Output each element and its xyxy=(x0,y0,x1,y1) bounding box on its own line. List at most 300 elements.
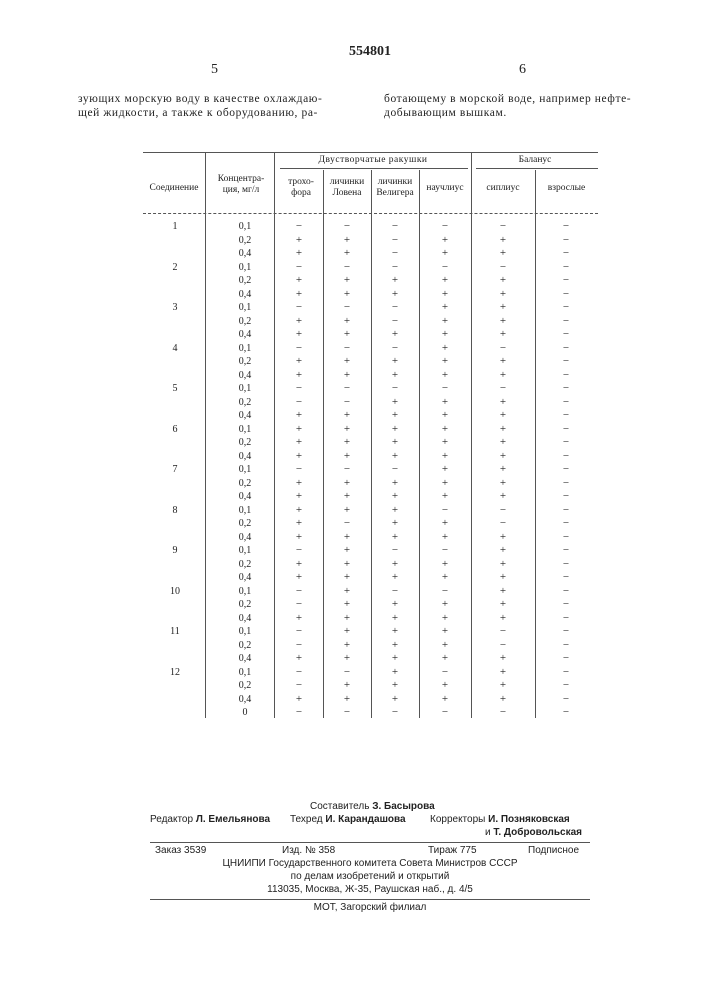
positive-mark: + xyxy=(332,625,362,638)
negative-mark: − xyxy=(488,261,518,274)
compiler xyxy=(310,801,435,813)
group-rule-balanus xyxy=(476,168,598,169)
negative-mark: − xyxy=(332,220,362,233)
positive-mark: + xyxy=(380,369,410,382)
concentration-value: 0,2 xyxy=(225,436,265,449)
negative-mark: − xyxy=(430,261,460,274)
positive-mark: + xyxy=(380,598,410,611)
header-veliger-larvae: личинки Велигера xyxy=(373,177,417,199)
negative-mark: − xyxy=(551,450,581,463)
positive-mark: + xyxy=(488,585,518,598)
positive-mark: + xyxy=(380,328,410,341)
branch: МОТ, Загорский филиал xyxy=(150,902,590,914)
column-divider xyxy=(323,170,324,718)
concentration-value: 0,2 xyxy=(225,234,265,247)
compound-number xyxy=(155,612,195,625)
compound-number xyxy=(155,652,195,665)
concentration-value: 0,4 xyxy=(225,571,265,584)
column-divider xyxy=(471,152,472,718)
compound-number: 6 xyxy=(155,423,195,436)
negative-mark: − xyxy=(380,463,410,476)
concentration-value: 0,1 xyxy=(225,544,265,557)
footer-rule xyxy=(150,842,590,843)
positive-mark: + xyxy=(332,571,362,584)
positive-mark: + xyxy=(380,625,410,638)
header-nauplius: научлиус xyxy=(421,183,469,194)
techred xyxy=(290,814,406,826)
negative-mark: − xyxy=(551,652,581,665)
compound-number xyxy=(155,288,195,301)
negative-mark: − xyxy=(284,625,314,638)
negative-mark: − xyxy=(380,342,410,355)
negative-mark: − xyxy=(284,639,314,652)
positive-mark: + xyxy=(284,328,314,341)
subscription: Подписное xyxy=(528,845,579,857)
positive-mark: + xyxy=(488,571,518,584)
negative-mark: − xyxy=(284,342,314,355)
positive-mark: + xyxy=(380,571,410,584)
header-loven-larvae: личинки Ловена xyxy=(325,177,369,199)
negative-mark: − xyxy=(551,355,581,368)
negative-mark: − xyxy=(551,679,581,692)
editor-label: Редактор xyxy=(150,814,193,825)
positive-mark: + xyxy=(380,679,410,692)
positive-mark: + xyxy=(284,315,314,328)
positive-mark: + xyxy=(380,490,410,503)
positive-mark: + xyxy=(430,612,460,625)
negative-mark: − xyxy=(332,301,362,314)
correctors-second xyxy=(485,827,582,839)
positive-mark: + xyxy=(430,234,460,247)
positive-mark: + xyxy=(284,355,314,368)
negative-mark: − xyxy=(488,517,518,530)
compound-number xyxy=(155,328,195,341)
compound-number xyxy=(155,693,195,706)
positive-mark: + xyxy=(430,396,460,409)
concentration-value: 0,2 xyxy=(225,396,265,409)
positive-mark: + xyxy=(488,463,518,476)
positive-mark: + xyxy=(430,342,460,355)
negative-mark: − xyxy=(284,544,314,557)
positive-mark: + xyxy=(332,652,362,665)
negative-mark: − xyxy=(551,382,581,395)
negative-mark: − xyxy=(380,301,410,314)
positive-mark: + xyxy=(284,693,314,706)
negative-mark: − xyxy=(488,504,518,517)
negative-mark: − xyxy=(380,315,410,328)
positive-mark: + xyxy=(332,477,362,490)
compound-number xyxy=(155,679,195,692)
header-group-bivalves: Двустворчатые ракушки xyxy=(275,155,471,166)
compound-number xyxy=(155,571,195,584)
compound-number: 4 xyxy=(155,342,195,355)
negative-mark: − xyxy=(551,598,581,611)
editor xyxy=(150,814,270,826)
negative-mark: − xyxy=(284,679,314,692)
concentration-value: 0,1 xyxy=(225,261,265,274)
positive-mark: + xyxy=(332,558,362,571)
negative-mark: − xyxy=(551,463,581,476)
compiler-name: З. Басырова xyxy=(372,801,434,812)
positive-mark: + xyxy=(380,612,410,625)
negative-mark: − xyxy=(551,693,581,706)
positive-mark: + xyxy=(430,315,460,328)
concentration-value: 0,2 xyxy=(225,517,265,530)
positive-mark: + xyxy=(430,288,460,301)
negative-mark: − xyxy=(284,382,314,395)
negative-mark: − xyxy=(551,544,581,557)
negative-mark: − xyxy=(332,706,362,719)
positive-mark: + xyxy=(488,301,518,314)
negative-mark: − xyxy=(551,477,581,490)
concentration-value: 0,4 xyxy=(225,490,265,503)
page-number-left: 5 xyxy=(211,62,218,78)
positive-mark: + xyxy=(332,679,362,692)
header-trochophore: трохо-фора xyxy=(284,177,318,199)
negative-mark: − xyxy=(551,315,581,328)
negative-mark: − xyxy=(551,504,581,517)
text-line: щей жидкости, а также к оборудованию, ра- xyxy=(78,106,322,120)
positive-mark: + xyxy=(332,490,362,503)
negative-mark: − xyxy=(332,342,362,355)
positive-mark: + xyxy=(284,504,314,517)
concentration-value: 0,1 xyxy=(225,342,265,355)
positive-mark: + xyxy=(488,234,518,247)
positive-mark: + xyxy=(284,517,314,530)
compound-number xyxy=(155,396,195,409)
group-rule-bivalves xyxy=(280,168,468,169)
negative-mark: − xyxy=(332,517,362,530)
column-divider xyxy=(419,170,420,718)
techred-label: Техред xyxy=(290,814,323,825)
text-line: ботающему в морской воде, например нефте- xyxy=(384,92,631,106)
header-adults: взрослые xyxy=(537,183,596,194)
negative-mark: − xyxy=(284,598,314,611)
positive-mark: + xyxy=(488,396,518,409)
positive-mark: + xyxy=(430,301,460,314)
compound-number xyxy=(155,274,195,287)
positive-mark: + xyxy=(380,288,410,301)
negative-mark: − xyxy=(488,220,518,233)
correctors-label: Корректоры xyxy=(430,814,485,825)
positive-mark: + xyxy=(332,504,362,517)
positive-mark: + xyxy=(488,315,518,328)
compound-number xyxy=(155,369,195,382)
positive-mark: + xyxy=(430,625,460,638)
positive-mark: + xyxy=(284,477,314,490)
negative-mark: − xyxy=(551,571,581,584)
negative-mark: − xyxy=(551,639,581,652)
positive-mark: + xyxy=(284,571,314,584)
negative-mark: − xyxy=(284,220,314,233)
footer-rule xyxy=(150,899,590,900)
positive-mark: + xyxy=(430,369,460,382)
negative-mark: − xyxy=(284,301,314,314)
positive-mark: + xyxy=(332,247,362,260)
concentration-value: 0,4 xyxy=(225,369,265,382)
concentration-value: 0,2 xyxy=(225,274,265,287)
positive-mark: + xyxy=(332,436,362,449)
negative-mark: − xyxy=(430,585,460,598)
positive-mark: + xyxy=(332,612,362,625)
negative-mark: − xyxy=(284,396,314,409)
negative-mark: − xyxy=(380,544,410,557)
header-compound: Соединение xyxy=(143,183,205,194)
concentration-value: 0,4 xyxy=(225,247,265,260)
org-address: 113035, Москва, Ж-35, Раушская наб., д. 4/5 xyxy=(150,884,590,896)
positive-mark: + xyxy=(284,234,314,247)
positive-mark: + xyxy=(284,531,314,544)
negative-mark: − xyxy=(430,706,460,719)
positive-mark: + xyxy=(430,517,460,530)
compiler-label: Составитель xyxy=(310,801,369,812)
negative-mark: − xyxy=(551,396,581,409)
negative-mark: − xyxy=(380,382,410,395)
concentration-value: 0,2 xyxy=(225,639,265,652)
positive-mark: + xyxy=(284,247,314,260)
compound-number xyxy=(155,558,195,571)
negative-mark: − xyxy=(284,261,314,274)
positive-mark: + xyxy=(430,679,460,692)
body-text-right xyxy=(384,92,631,120)
positive-mark: + xyxy=(284,423,314,436)
compound-number xyxy=(155,409,195,422)
compound-number xyxy=(155,247,195,260)
concentration-value: 0,4 xyxy=(225,409,265,422)
concentration-value: 0,2 xyxy=(225,558,265,571)
concentration-value: 0,2 xyxy=(225,315,265,328)
org-line: ЦНИИПИ Государственного комитета Совета Министров СССР xyxy=(150,858,590,870)
column-divider xyxy=(371,170,372,718)
positive-mark: + xyxy=(380,423,410,436)
positive-mark: + xyxy=(430,531,460,544)
negative-mark: − xyxy=(380,706,410,719)
negative-mark: − xyxy=(284,463,314,476)
positive-mark: + xyxy=(332,288,362,301)
positive-mark: + xyxy=(380,652,410,665)
positive-mark: + xyxy=(488,436,518,449)
negative-mark: − xyxy=(488,706,518,719)
positive-mark: + xyxy=(332,423,362,436)
negative-mark: − xyxy=(380,261,410,274)
positive-mark: + xyxy=(332,369,362,382)
positive-mark: + xyxy=(430,450,460,463)
negative-mark: − xyxy=(551,436,581,449)
positive-mark: + xyxy=(430,463,460,476)
compound-number: 11 xyxy=(155,625,195,638)
negative-mark: − xyxy=(551,612,581,625)
positive-mark: + xyxy=(380,504,410,517)
positive-mark: + xyxy=(430,274,460,287)
header-concentration: Концентра-ция, мг/л xyxy=(212,174,270,196)
positive-mark: + xyxy=(488,274,518,287)
negative-mark: − xyxy=(284,585,314,598)
corrector-name: Т. Добровольская xyxy=(493,827,582,838)
negative-mark: − xyxy=(488,639,518,652)
techred-name: И. Карандашова xyxy=(325,814,405,825)
negative-mark: − xyxy=(551,288,581,301)
negative-mark: − xyxy=(551,274,581,287)
and-label: и xyxy=(485,827,491,838)
positive-mark: + xyxy=(488,598,518,611)
positive-mark: + xyxy=(430,355,460,368)
positive-mark: + xyxy=(488,247,518,260)
positive-mark: + xyxy=(488,423,518,436)
positive-mark: + xyxy=(488,531,518,544)
negative-mark: − xyxy=(284,666,314,679)
positive-mark: + xyxy=(380,274,410,287)
compound-number: 8 xyxy=(155,504,195,517)
negative-mark: − xyxy=(551,247,581,260)
compound-number: 9 xyxy=(155,544,195,557)
negative-mark: − xyxy=(332,396,362,409)
text-line: зующих морскую воду в качестве охлаждаю- xyxy=(78,92,322,106)
order-number: Заказ 3539 xyxy=(155,845,206,857)
positive-mark: + xyxy=(488,409,518,422)
concentration-value: 0,2 xyxy=(225,355,265,368)
page-number-right: 6 xyxy=(519,62,526,78)
positive-mark: + xyxy=(430,409,460,422)
concentration-value: 0,1 xyxy=(225,301,265,314)
positive-mark: + xyxy=(430,639,460,652)
compound-number: 3 xyxy=(155,301,195,314)
concentration-value: 0,4 xyxy=(225,612,265,625)
positive-mark: + xyxy=(332,234,362,247)
negative-mark: − xyxy=(551,342,581,355)
positive-mark: + xyxy=(430,693,460,706)
corrector-name: И. Позняковская xyxy=(488,814,570,825)
negative-mark: − xyxy=(488,382,518,395)
concentration-value: 0,4 xyxy=(225,288,265,301)
compound-number xyxy=(155,490,195,503)
negative-mark: − xyxy=(332,666,362,679)
compound-number xyxy=(155,436,195,449)
positive-mark: + xyxy=(488,558,518,571)
print-run: Тираж 775 xyxy=(428,845,477,857)
negative-mark: − xyxy=(551,625,581,638)
positive-mark: + xyxy=(332,355,362,368)
positive-mark: + xyxy=(430,652,460,665)
concentration-value: 0,4 xyxy=(225,531,265,544)
positive-mark: + xyxy=(488,288,518,301)
positive-mark: + xyxy=(284,558,314,571)
positive-mark: + xyxy=(488,369,518,382)
compound-number xyxy=(155,355,195,368)
negative-mark: − xyxy=(332,463,362,476)
positive-mark: + xyxy=(380,477,410,490)
body-text-left xyxy=(78,92,322,120)
positive-mark: + xyxy=(332,544,362,557)
edition-number: Изд. № 358 xyxy=(282,845,335,857)
concentration-value: 0,1 xyxy=(225,382,265,395)
compound-number xyxy=(155,598,195,611)
positive-mark: + xyxy=(430,423,460,436)
concentration-value: 0,4 xyxy=(225,693,265,706)
positive-mark: + xyxy=(380,693,410,706)
negative-mark: − xyxy=(551,666,581,679)
correctors xyxy=(430,814,570,826)
positive-mark: + xyxy=(430,436,460,449)
negative-mark: − xyxy=(380,234,410,247)
positive-mark: + xyxy=(380,396,410,409)
positive-mark: + xyxy=(488,693,518,706)
positive-mark: + xyxy=(488,477,518,490)
positive-mark: + xyxy=(284,409,314,422)
positive-mark: + xyxy=(332,409,362,422)
positive-mark: + xyxy=(332,315,362,328)
compound-number xyxy=(155,517,195,530)
positive-mark: + xyxy=(488,544,518,557)
column-divider xyxy=(535,170,536,718)
negative-mark: − xyxy=(551,369,581,382)
positive-mark: + xyxy=(332,450,362,463)
positive-mark: + xyxy=(488,355,518,368)
positive-mark: + xyxy=(488,652,518,665)
positive-mark: + xyxy=(380,355,410,368)
positive-mark: + xyxy=(380,409,410,422)
compound-number xyxy=(155,234,195,247)
compound-number xyxy=(155,531,195,544)
positive-mark: + xyxy=(332,693,362,706)
positive-mark: + xyxy=(430,490,460,503)
positive-mark: + xyxy=(284,612,314,625)
positive-mark: + xyxy=(430,247,460,260)
negative-mark: − xyxy=(551,558,581,571)
compound-number: 7 xyxy=(155,463,195,476)
positive-mark: + xyxy=(380,531,410,544)
negative-mark: − xyxy=(551,301,581,314)
compound-number: 12 xyxy=(155,666,195,679)
negative-mark: − xyxy=(332,261,362,274)
negative-mark: − xyxy=(551,585,581,598)
positive-mark: + xyxy=(284,436,314,449)
positive-mark: + xyxy=(488,490,518,503)
positive-mark: + xyxy=(332,639,362,652)
negative-mark: − xyxy=(380,220,410,233)
negative-mark: − xyxy=(551,706,581,719)
positive-mark: + xyxy=(380,517,410,530)
concentration-value: 0,1 xyxy=(225,463,265,476)
positive-mark: + xyxy=(332,274,362,287)
header-cypris: сиплиус xyxy=(473,183,533,194)
negative-mark: − xyxy=(551,423,581,436)
positive-mark: + xyxy=(284,490,314,503)
positive-mark: + xyxy=(488,450,518,463)
negative-mark: − xyxy=(430,666,460,679)
concentration-value: 0,4 xyxy=(225,450,265,463)
compound-number xyxy=(155,477,195,490)
positive-mark: + xyxy=(380,666,410,679)
text-line: добывающим вышкам. xyxy=(384,106,631,120)
positive-mark: + xyxy=(380,558,410,571)
positive-mark: + xyxy=(430,477,460,490)
positive-mark: + xyxy=(284,450,314,463)
positive-mark: + xyxy=(380,436,410,449)
compound-number xyxy=(155,315,195,328)
negative-mark: − xyxy=(430,544,460,557)
concentration-value: 0,4 xyxy=(225,652,265,665)
concentration-value: 0,1 xyxy=(225,625,265,638)
editor-name: Л. Емельянова xyxy=(196,814,270,825)
negative-mark: − xyxy=(488,625,518,638)
negative-mark: − xyxy=(551,409,581,422)
positive-mark: + xyxy=(332,598,362,611)
positive-mark: + xyxy=(332,328,362,341)
positive-mark: + xyxy=(380,450,410,463)
positive-mark: + xyxy=(284,652,314,665)
positive-mark: + xyxy=(430,328,460,341)
compound-number: 10 xyxy=(155,585,195,598)
